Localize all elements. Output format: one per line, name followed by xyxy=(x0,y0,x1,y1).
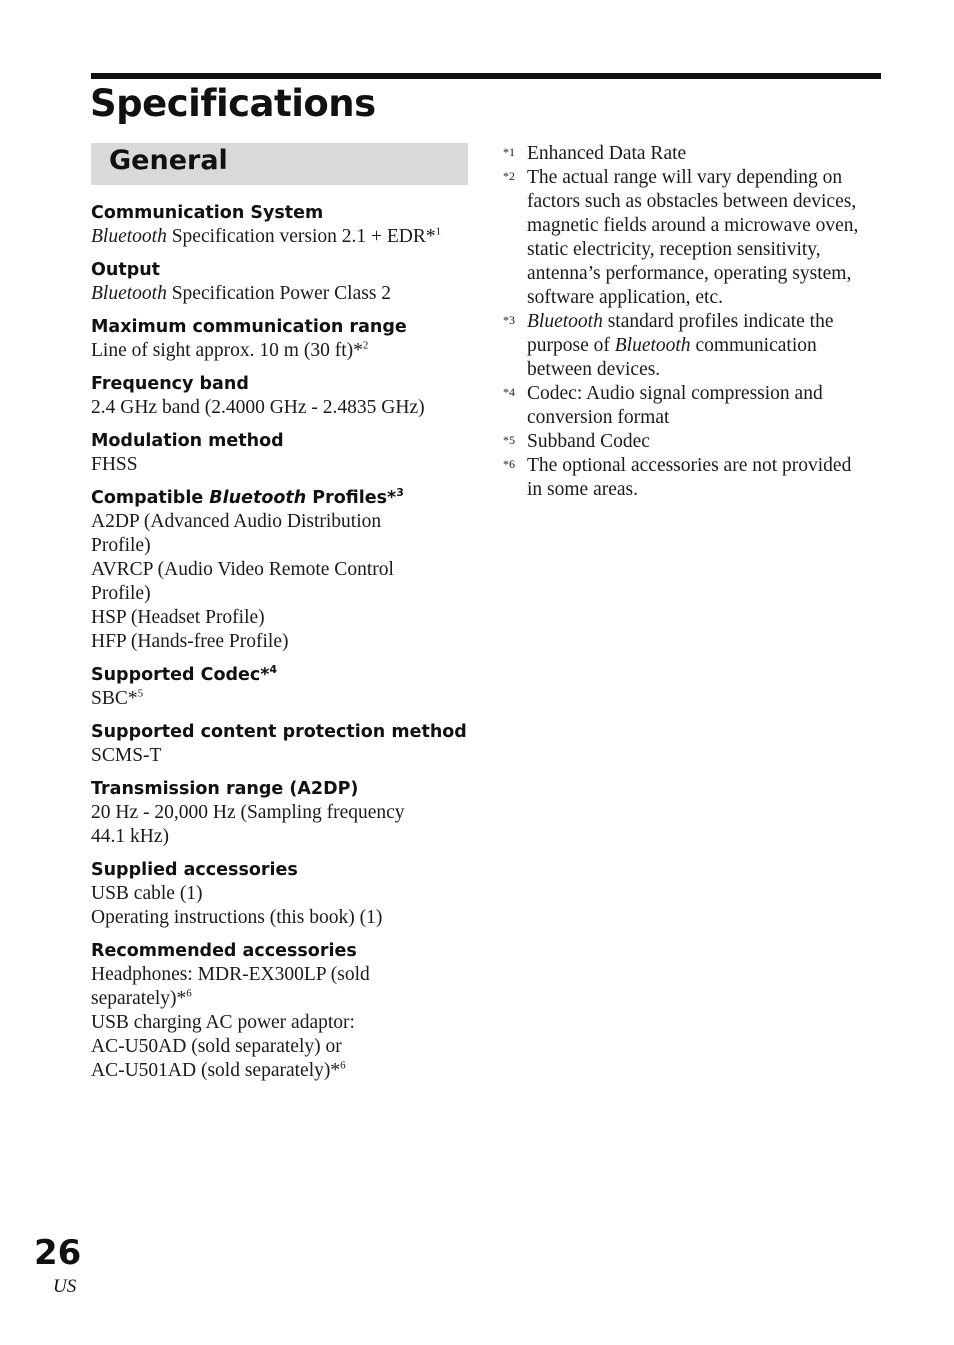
spec-value-line xyxy=(91,606,471,630)
page-title: Specifications xyxy=(90,82,376,125)
spec-value-text: HFP (Hands-free Profile) xyxy=(91,631,289,652)
footnote-line xyxy=(527,334,883,358)
footnote xyxy=(503,430,883,454)
spec-label xyxy=(91,372,471,396)
spec-value-text: SCMS-T xyxy=(91,745,162,766)
spec-value-line xyxy=(91,963,471,987)
footnote-text: software application, etc. xyxy=(527,287,723,308)
italic-term: Bluetooth xyxy=(91,226,167,247)
spec-item xyxy=(91,372,471,420)
spec-value-line xyxy=(91,396,471,420)
page-number: 26 xyxy=(34,1233,82,1273)
footnote-ref: 3 xyxy=(396,486,404,500)
footnote-line xyxy=(527,406,883,430)
footnote-text: antenna’s performance, operating system, xyxy=(527,263,852,284)
footnote-ref: 2 xyxy=(362,339,369,352)
footnote-text: conversion format xyxy=(527,407,670,428)
spec-value-line xyxy=(91,906,471,930)
footnote-mark: *2 xyxy=(503,169,515,183)
spec-value-line xyxy=(91,1011,471,1035)
spec-label xyxy=(91,486,471,510)
spec-label-text: Modulation method xyxy=(91,431,284,451)
footnote-mark: *4 xyxy=(503,385,515,399)
spec-value xyxy=(91,510,471,654)
footnote-text: communication xyxy=(690,335,817,356)
spec-value-line xyxy=(91,801,471,825)
footnote-text: magnetic fields around a microwave oven, xyxy=(527,215,859,236)
spec-label xyxy=(91,777,471,801)
footnote-line xyxy=(527,166,883,190)
spec-label-text: Supported content protection method xyxy=(91,722,467,742)
footnote-text: The optional accessories are not provided xyxy=(527,455,852,476)
footnote-text: between devices. xyxy=(527,359,661,380)
footnote-text: factors such as obstacles between devices, xyxy=(527,191,857,212)
footnote xyxy=(503,142,883,166)
spec-item xyxy=(91,777,471,849)
spec-label-text: Profiles* xyxy=(306,488,397,508)
footnote-line xyxy=(527,310,883,334)
footnote xyxy=(503,166,883,310)
footnote xyxy=(503,310,883,382)
spec-label-text: Output xyxy=(91,260,161,280)
spec-value-line xyxy=(91,744,471,768)
spec-value-text: FHSS xyxy=(91,454,138,475)
spec-value-text: Specification Power Class 2 xyxy=(166,283,392,304)
footnote-ref: 6 xyxy=(340,1059,346,1072)
footnote-line xyxy=(527,214,883,238)
spec-value xyxy=(91,339,471,363)
italic-term: Bluetooth xyxy=(91,283,167,304)
footnote-text: Subband Codec xyxy=(527,431,650,452)
spec-value xyxy=(91,453,471,477)
footnote-mark: *6 xyxy=(503,457,515,471)
footnote-mark: *1 xyxy=(503,145,515,159)
spec-value xyxy=(91,963,471,1083)
spec-value-line xyxy=(91,1035,471,1059)
spec-value xyxy=(91,801,471,849)
spec-value-text: Specification version 2.1 + EDR* xyxy=(166,226,436,247)
footnote-text: static electricity, reception sensitivity, xyxy=(527,239,821,260)
spec-value-line xyxy=(91,453,471,477)
spec-label xyxy=(91,720,471,744)
footnote-line xyxy=(527,262,883,286)
spec-value-line xyxy=(91,282,471,306)
spec-value xyxy=(91,225,471,249)
footnote-line xyxy=(527,478,883,502)
spec-label xyxy=(91,429,471,453)
footnote-mark: *5 xyxy=(503,433,515,447)
footnote-ref: 6 xyxy=(186,987,192,1000)
spec-item xyxy=(91,939,471,1083)
page-region-code: US xyxy=(53,1276,77,1297)
spec-label-text: Maximum communication range xyxy=(91,317,407,337)
footnote-text: The actual range will vary depending on xyxy=(527,167,843,188)
spec-item xyxy=(91,486,471,654)
spec-item xyxy=(91,315,471,363)
spec-value-line xyxy=(91,825,471,849)
spec-value-line xyxy=(91,339,471,363)
spec-value-text: AVRCP (Audio Video Remote Control xyxy=(91,559,394,580)
spec-item xyxy=(91,201,471,249)
spec-label-text: Supplied accessories xyxy=(91,860,298,880)
spec-value-line xyxy=(91,510,471,534)
footnote-ref: 4 xyxy=(269,663,278,677)
footnote-text: Codec: Audio signal compression and xyxy=(527,383,823,404)
spec-item xyxy=(91,258,471,306)
spec-value-line xyxy=(91,687,471,711)
spec-value-text: A2DP (Advanced Audio Distribution xyxy=(91,511,382,532)
section-title: General xyxy=(109,145,228,176)
spec-label-text: Frequency band xyxy=(91,374,249,394)
footnote-list xyxy=(503,142,883,502)
footnote-line xyxy=(527,430,883,454)
header-rule xyxy=(91,73,881,79)
spec-label xyxy=(91,315,471,339)
footnote-text: standard profiles indicate the xyxy=(602,311,834,332)
footnote-line xyxy=(527,454,883,478)
spec-label-text: Transmission range (A2DP) xyxy=(91,779,359,799)
spec-value-text: Profile) xyxy=(91,535,151,556)
footnote-line xyxy=(527,190,883,214)
spec-value-text: USB charging AC power adaptor: xyxy=(91,1012,355,1033)
spec-value-line xyxy=(91,582,471,606)
spec-value-text: Profile) xyxy=(91,583,151,604)
spec-value-line xyxy=(91,534,471,558)
footnote-mark: *3 xyxy=(503,313,515,327)
section-header xyxy=(91,143,468,185)
spec-value xyxy=(91,882,471,930)
footnote-line xyxy=(527,382,883,406)
spec-label-text: Compatible xyxy=(91,488,210,508)
spec-value-text: separately)* xyxy=(91,988,187,1009)
spec-label xyxy=(91,663,471,687)
spec-value-line xyxy=(91,987,471,1011)
footnote-line xyxy=(527,358,883,382)
spec-value-text: 20 Hz - 20,000 Hz (Sampling frequency xyxy=(91,802,405,823)
spec-label xyxy=(91,201,471,225)
footnote-ref: 5 xyxy=(137,687,144,700)
spec-value-line xyxy=(91,882,471,906)
spec-value xyxy=(91,744,471,768)
italic-term: Bluetooth xyxy=(614,335,691,356)
spec-value-text: AC-U501AD (sold separately)* xyxy=(91,1060,341,1081)
spec-item xyxy=(91,720,471,768)
spec-item xyxy=(91,429,471,477)
spec-label xyxy=(91,858,471,882)
spec-value-text: AC-U50AD (sold separately) or xyxy=(91,1036,342,1057)
spec-value-text: 44.1 kHz) xyxy=(91,826,169,847)
spec-value-text: Operating instructions (this book) (1) xyxy=(91,907,383,928)
spec-label-text: Recommended accessories xyxy=(91,941,357,961)
spec-list xyxy=(91,201,471,1092)
footnote xyxy=(503,382,883,430)
spec-value xyxy=(91,282,471,306)
spec-item xyxy=(91,858,471,930)
spec-value-text: USB cable (1) xyxy=(91,883,203,904)
spec-value-line xyxy=(91,558,471,582)
spec-value-text: HSP (Headset Profile) xyxy=(91,607,265,628)
spec-value-text: SBC* xyxy=(91,688,138,709)
footnote-text: in some areas. xyxy=(527,479,639,500)
spec-value xyxy=(91,687,471,711)
footnote-ref: 1 xyxy=(435,225,442,238)
spec-value-line xyxy=(91,630,471,654)
italic-term: Bluetooth xyxy=(209,488,307,508)
spec-label-text: Supported Codec* xyxy=(91,665,270,685)
spec-value-text: Headphones: MDR-EX300LP (sold xyxy=(91,964,370,985)
footnote-text: purpose of xyxy=(527,335,615,356)
footnote xyxy=(503,454,883,502)
spec-label xyxy=(91,939,471,963)
italic-term: Bluetooth xyxy=(527,311,603,332)
spec-label xyxy=(91,258,471,282)
spec-value-line xyxy=(91,1059,471,1083)
footnote-line xyxy=(527,238,883,262)
spec-value xyxy=(91,396,471,420)
spec-item xyxy=(91,663,471,711)
spec-value-line xyxy=(91,225,471,249)
footnote-line xyxy=(527,142,883,166)
spec-value-text: 2.4 GHz band (2.4000 GHz - 2.4835 GHz) xyxy=(91,397,425,418)
footnote-line xyxy=(527,286,883,310)
spec-value-text: Line of sight approx. 10 m (30 ft)* xyxy=(91,340,363,361)
footnote-text: Enhanced Data Rate xyxy=(527,143,687,164)
spec-label-text: Communication System xyxy=(91,203,324,223)
